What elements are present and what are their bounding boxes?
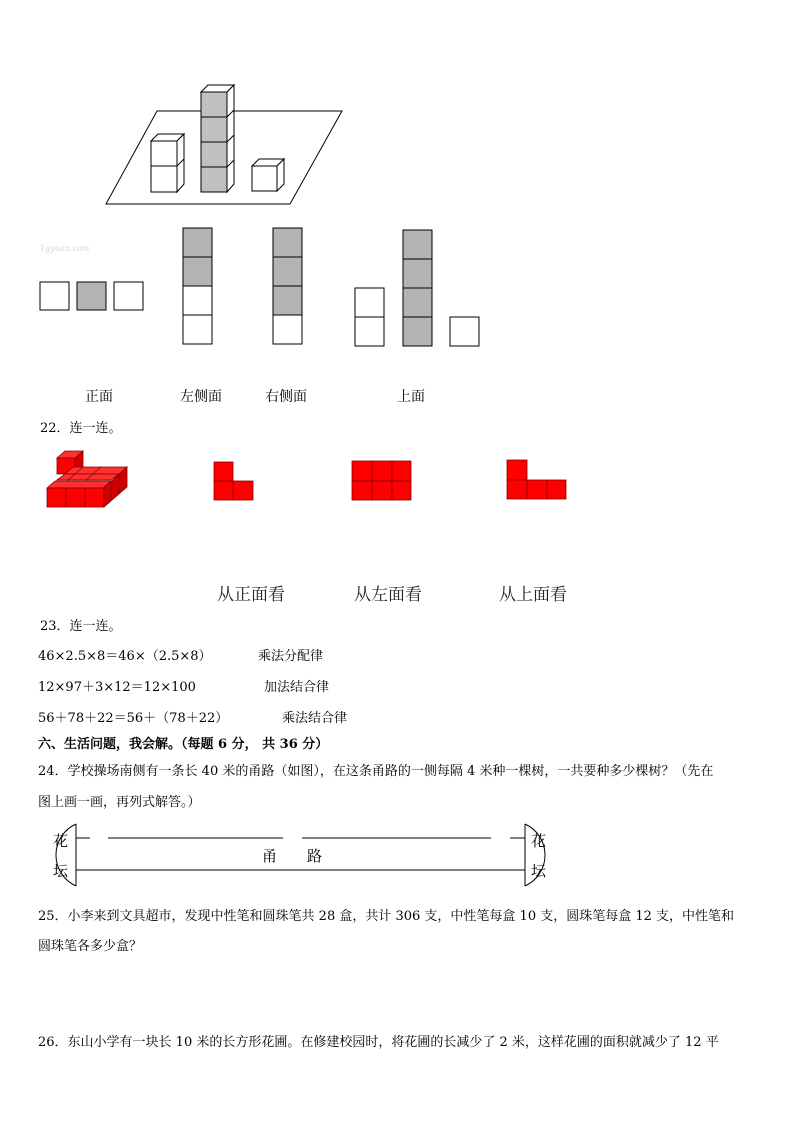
view-label-left: 从左面看	[354, 585, 422, 605]
q23-right-item-2: 加法结合律	[264, 680, 330, 695]
label-left: 左侧面	[180, 389, 222, 405]
path-label: 甬 路	[262, 847, 323, 865]
q23-left-item-3: 56＋78＋22＝56＋（78＋22）	[38, 711, 229, 726]
q22-title: 22．连一连。	[40, 421, 122, 436]
q26-line1: 26．东山小学有一块长 10 米的长方形花圃。在修建校园时，将花圃的长减少了 2 米，这样花圃的面积就减少了 12 平	[38, 1035, 719, 1050]
q24-line1: 24．学校操场南侧有一条长 40 米的甬路（如图），在这条甬路的一侧每隔 4 米种一棵树，一共要种多少棵树？（先在	[38, 764, 714, 779]
q23-right-item-1: 乘法分配律	[258, 649, 324, 664]
q25-line2: 圆珠笔各多少盒？	[38, 939, 143, 954]
label-front: 正面	[85, 389, 113, 405]
garden-right-char2: 坛	[531, 862, 547, 880]
q23-left-item-1: 46×2.5×8＝46×（2.5×8）	[38, 649, 212, 664]
garden-left-char1: 花	[53, 832, 69, 850]
view-label-front: 从正面看	[217, 585, 285, 605]
view-label-top: 从上面看	[499, 585, 567, 605]
q23-left-item-2: 12×97＋3×12＝12×100	[38, 680, 196, 695]
label-right: 右侧面	[265, 389, 307, 405]
garden-right-char1: 花	[531, 832, 547, 850]
q24-line2: 图上画一画，再列式解答。）	[38, 795, 201, 810]
garden-left-char2: 坛	[53, 862, 69, 880]
watermark: 1gyuan.com	[40, 244, 90, 253]
section6-heading: 六、生活问题，我会解。（每题 6 分， 共 36 分）	[38, 737, 329, 752]
q23-right-item-3: 乘法结合律	[282, 711, 348, 726]
q23-title: 23．连一连。	[40, 619, 122, 634]
q25-line1: 25．小李来到文具超市，发现中性笔和圆珠笔共 28 盒，共计 306 支，中性笔每盒 10 支，圆珠笔每盒 12 支，中性笔和	[38, 909, 735, 924]
label-top: 上面	[397, 389, 425, 405]
